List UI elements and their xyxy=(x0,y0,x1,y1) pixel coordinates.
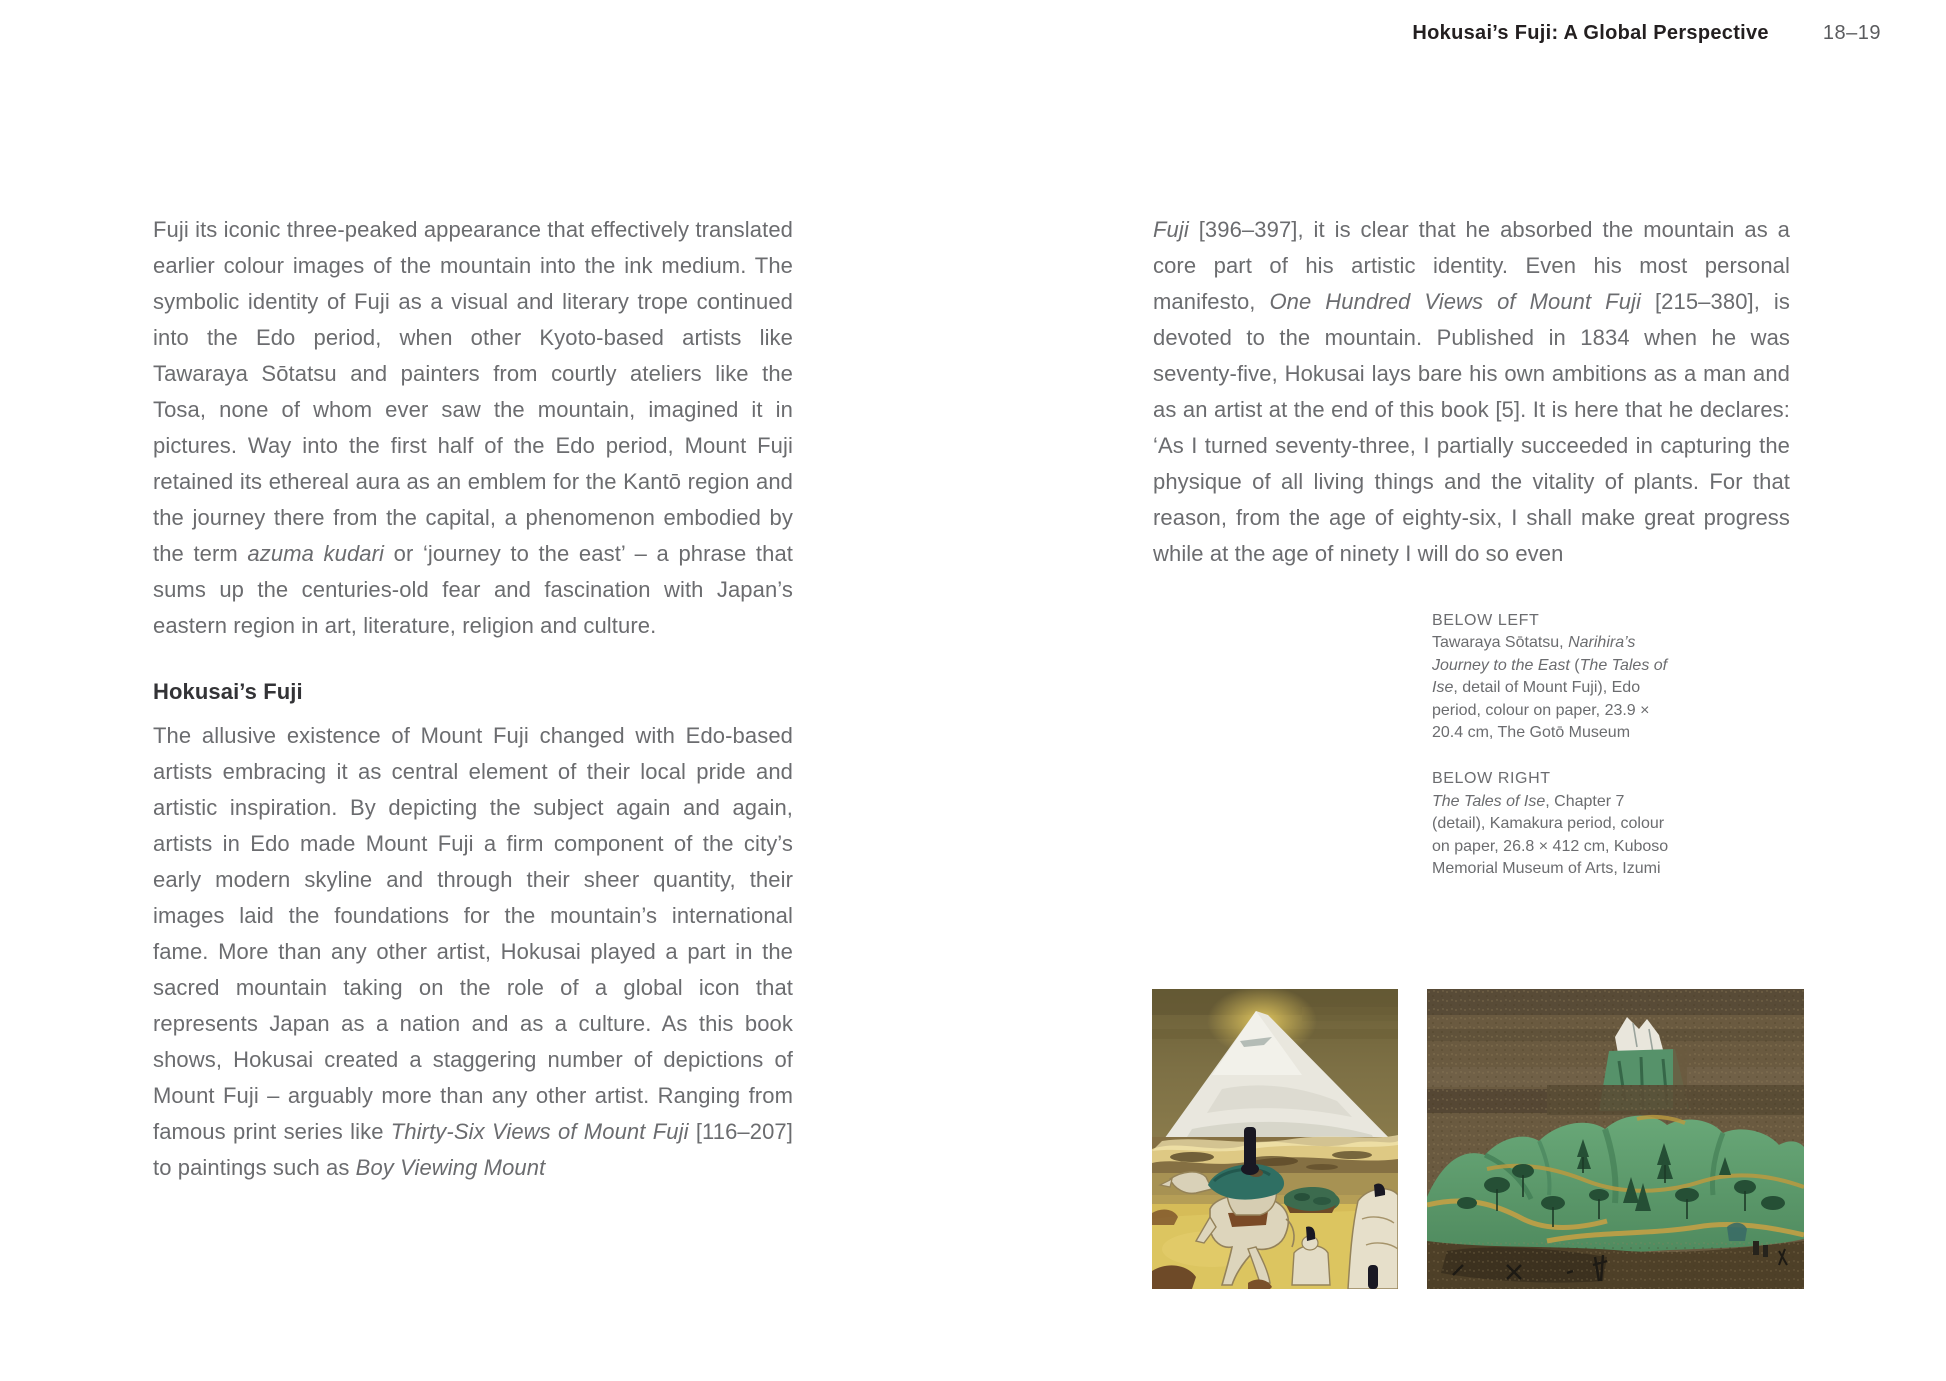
text-run: One Hundred Views of Mount Fuji xyxy=(1269,289,1642,314)
caption-label: BELOW LEFT xyxy=(1432,612,1540,629)
artwork-below-left xyxy=(1152,989,1398,1289)
caption-label: BELOW RIGHT xyxy=(1432,770,1551,788)
text-run: or ‘journey to the east’ – a phrase that sums up the centuries-old fear and fascination with Japan’s eastern region in art, literature, religion and culture. xyxy=(153,541,793,638)
sotatsu-painting-image xyxy=(1152,989,1398,1289)
text-run: Boy Viewing Mount xyxy=(355,1155,546,1180)
text-run: [215–380], is devoted to the mountain. Published in 1834 when he was seventy-five, Hokusai lays bare his own ambitions as a man and as an artist at the end of this book [5]. It is here that he declares: ‘As I turned seventy-three, I partially succeeded in capturing the physique of all living things and the vitality of plants. For that reason, from the age of eighty-six, I shall make great progress while at the age of ninety I will do so even xyxy=(1153,289,1790,566)
text-run: The Tales of Ise xyxy=(1432,792,1546,810)
text-run: Fuji xyxy=(1153,217,1189,242)
running-header-title: Hokusai’s Fuji: A Global Perspective xyxy=(1412,22,1769,44)
text-run: The allusive existence of Mount Fuji changed with Edo-based artists embracing it as central element of their local pride and artistic inspiration. By depicting the subject again and again, artists in Edo made Mount Fuji a firm component of the city’s early modern skyline and through their sheer quantity, their images laid the foundations for the mountain’s international fame. More than any other artist, Hokusai played a part in the sacred mountain taking on the role of a global icon that represents Japan as a nation and as a culture. As this book shows, Hokusai created a staggering number of depictions of Mount Fuji – arguably more than any other artist. Ranging from famous print series like xyxy=(153,723,793,1144)
captions-block xyxy=(1432,610,1680,904)
text-run: Thirty-Six Views of Mount Fuji xyxy=(390,1119,689,1144)
caption-below-left xyxy=(1432,610,1680,744)
left-text-column xyxy=(153,212,793,1186)
tales-of-ise-scroll-image xyxy=(1427,989,1804,1289)
section-heading: Hokusai’s Fuji xyxy=(153,679,303,704)
text-run: The Tales of Ise xyxy=(1432,656,1668,697)
paragraph xyxy=(153,212,793,644)
artwork-below-right xyxy=(1427,989,1804,1289)
caption-text xyxy=(1432,634,1667,741)
text-run: [396–397], it is clear that he absorbed the mountain as a core part of his artistic identity. Even his most personal manifesto, xyxy=(1153,217,1790,314)
text-run: , Chapter 7 (detail), Kamakura period, colour on paper, 26.8 × 412 cm, Kuboso Memorial Museum of Arts, Izumi xyxy=(1432,792,1669,878)
paragraph xyxy=(153,718,793,1186)
text-run: Fuji its iconic three-peaked appearance that effectively translated earlier colour images of the mountain into the ink medium. The symbolic identity of Fuji as a visual and literary trope continued into the Edo period, when other Kyoto-based artists like Tawaraya Sōtatsu and painters from courtly ateliers like the Tosa, none of whom ever saw the mountain, imagined it in pictures. Way into the first half of the Edo period, Mount Fuji retained its ethereal aura as an emblem for the Kantō region and the journey there from the capital, a phenomenon embodied by the term xyxy=(153,217,793,566)
text-run: [116–207] to paintings such as xyxy=(153,1119,793,1180)
folio-number: 18–19 xyxy=(1822,22,1881,44)
paragraph xyxy=(1153,212,1790,572)
caption-below-right xyxy=(1432,768,1680,880)
running-header xyxy=(1412,22,1881,45)
text-run: azuma kudari xyxy=(247,541,385,566)
caption-text xyxy=(1432,793,1668,877)
text-run: Tawaraya Sōtatsu, xyxy=(1432,634,1569,652)
text-run: ( xyxy=(1569,656,1580,674)
text-run: , detail of Mount Fuji), Edo period, colour on paper, 23.9 × 20.4 cm, The Gotō Museum xyxy=(1432,679,1650,742)
right-text-column xyxy=(1153,212,1790,572)
text-run: Narihira’s Journey to the East xyxy=(1432,634,1636,674)
